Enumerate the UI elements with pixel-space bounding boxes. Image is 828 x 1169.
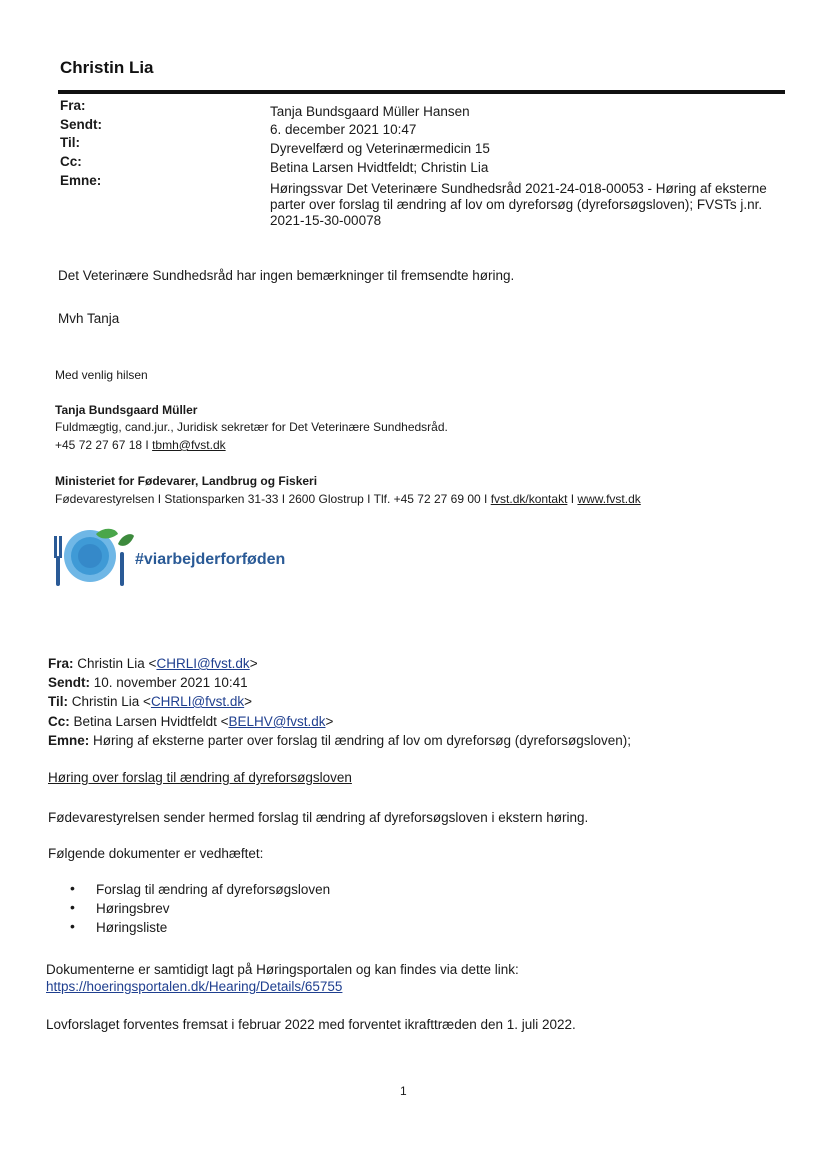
subject-line-3: 2021-15-30-00078 xyxy=(270,213,382,228)
fwd-sent-label: Sendt: xyxy=(48,675,90,690)
plate-logo-icon xyxy=(50,520,136,590)
signature-email-link[interactable]: tbmh@fvst.dk xyxy=(152,438,226,452)
signature-phone-line xyxy=(55,438,226,452)
fwd-to-label: Til: xyxy=(48,694,68,709)
to-label: Til: xyxy=(60,135,80,150)
link-separator: I xyxy=(567,492,578,506)
hashtag-text: #viarbejderforføden xyxy=(135,551,286,568)
fwd-to-close: > xyxy=(244,694,253,709)
fwd-cc-email-link[interactable]: BELHV@fvst.dk xyxy=(228,714,326,729)
signature-name: Tanja Bundsgaard Müller xyxy=(55,403,198,417)
website-link[interactable]: www.fvst.dk xyxy=(577,492,641,506)
signature-greeting: Med venlig hilsen xyxy=(55,368,148,382)
from-label: Fra: xyxy=(60,98,86,113)
subject-value xyxy=(270,181,780,229)
portal-link[interactable]: https://hoeringsportalen.dk/Hearing/Details/65755 xyxy=(46,979,343,994)
bullet-2-dot: • xyxy=(70,899,75,915)
ministry-name: Ministeriet for Fødevarer, Landbrug og Fiskeri xyxy=(55,474,318,488)
fwd-subject-value: Høring af eksterne parter over forslag til ændring af lov om dyreforsøg (dyreforsøgsloven); xyxy=(93,733,631,748)
bullet-1-text: Forslag til ændring af dyreforsøgsloven xyxy=(96,882,331,897)
bullet-1-dot: • xyxy=(70,880,75,896)
header-divider xyxy=(58,90,785,94)
signature-phone: +45 72 27 67 18 I xyxy=(55,438,153,452)
fwd-sent-value: 10. november 2021 10:41 xyxy=(93,675,248,690)
fwd-from-close: > xyxy=(249,656,258,671)
fwd-from-name: Christin Lia < xyxy=(77,656,157,671)
fwd-cc-close: > xyxy=(325,714,334,729)
agency-address-line xyxy=(55,492,641,506)
fwd-to-line xyxy=(48,694,252,709)
fwd-paragraph-4: Lovforslaget forventes fremsat i februar 2022 med forventet ikrafttræden den 1. juli 2022. xyxy=(46,1017,576,1032)
to-value: Dyrevelfærd og Veterinærmedicin 15 xyxy=(270,141,490,156)
fwd-to-email-link[interactable]: CHRLI@fvst.dk xyxy=(150,694,245,709)
fwd-from-line xyxy=(48,656,258,671)
agency-address: Fødevarestyrelsen I Stationsparken 31-33 I 2600 Glostrup I Tlf. +45 72 27 69 00 I xyxy=(55,492,491,506)
bullet-3-dot: • xyxy=(70,918,75,934)
fwd-from-label: Fra: xyxy=(48,656,74,671)
sent-label: Sendt: xyxy=(60,117,102,132)
fwd-cc-label: Cc: xyxy=(48,714,70,729)
fwd-cc-line xyxy=(48,714,333,729)
page-owner-name: Christin Lia xyxy=(60,58,154,77)
fwd-paragraph-2: Følgende dokumenter er vedhæftet: xyxy=(48,846,264,861)
fwd-cc-name: Betina Larsen Hvidtfeldt < xyxy=(73,714,229,729)
sent-value: 6. december 2021 10:47 xyxy=(270,122,417,137)
fwd-paragraph-3: Dokumenterne er samtidigt lagt på Høringsportalen og kan findes via dette link: xyxy=(46,962,519,977)
fwd-subject-line xyxy=(48,733,631,748)
fwd-subject-label: Emne: xyxy=(48,733,90,748)
contact-link[interactable]: fvst.dk/kontakt xyxy=(490,492,568,506)
reply-body: Det Veterinære Sundhedsråd har ingen bemærkninger til fremsendte høring. xyxy=(58,268,515,283)
subject-line-1: Høringssvar Det Veterinære Sundhedsråd 2021-24-018-00053 - Høring af eksterne xyxy=(270,181,767,196)
cc-value: Betina Larsen Hvidtfeldt; Christin Lia xyxy=(270,160,489,175)
page-number: 1 xyxy=(400,1084,407,1098)
fwd-sent-line xyxy=(48,675,248,690)
reply-signoff: Mvh Tanja xyxy=(58,311,120,326)
bullet-3-text: Høringsliste xyxy=(96,920,168,935)
fwd-to-name: Christin Lia < xyxy=(71,694,151,709)
from-value: Tanja Bundsgaard Müller Hansen xyxy=(270,104,470,119)
subject-label: Emne: xyxy=(60,173,102,188)
subject-line-2: parter over forslag til ændring af lov om dyreforsøg (dyreforsøgsloven); FVSTs j.nr. xyxy=(270,197,763,212)
signature-title: Fuldmægtig, cand.jur., Juridisk sekretær for Det Veterinære Sundhedsråd. xyxy=(55,420,448,434)
bullet-2-text: Høringsbrev xyxy=(96,901,170,916)
fwd-heading: Høring over forslag til ændring af dyreforsøgsloven xyxy=(48,770,352,785)
fwd-from-email-link[interactable]: CHRLI@fvst.dk xyxy=(156,656,250,671)
fwd-paragraph-1: Fødevarestyrelsen sender hermed forslag til ændring af dyreforsøgsloven i ekstern høring. xyxy=(48,810,589,825)
cc-label: Cc: xyxy=(60,154,82,169)
